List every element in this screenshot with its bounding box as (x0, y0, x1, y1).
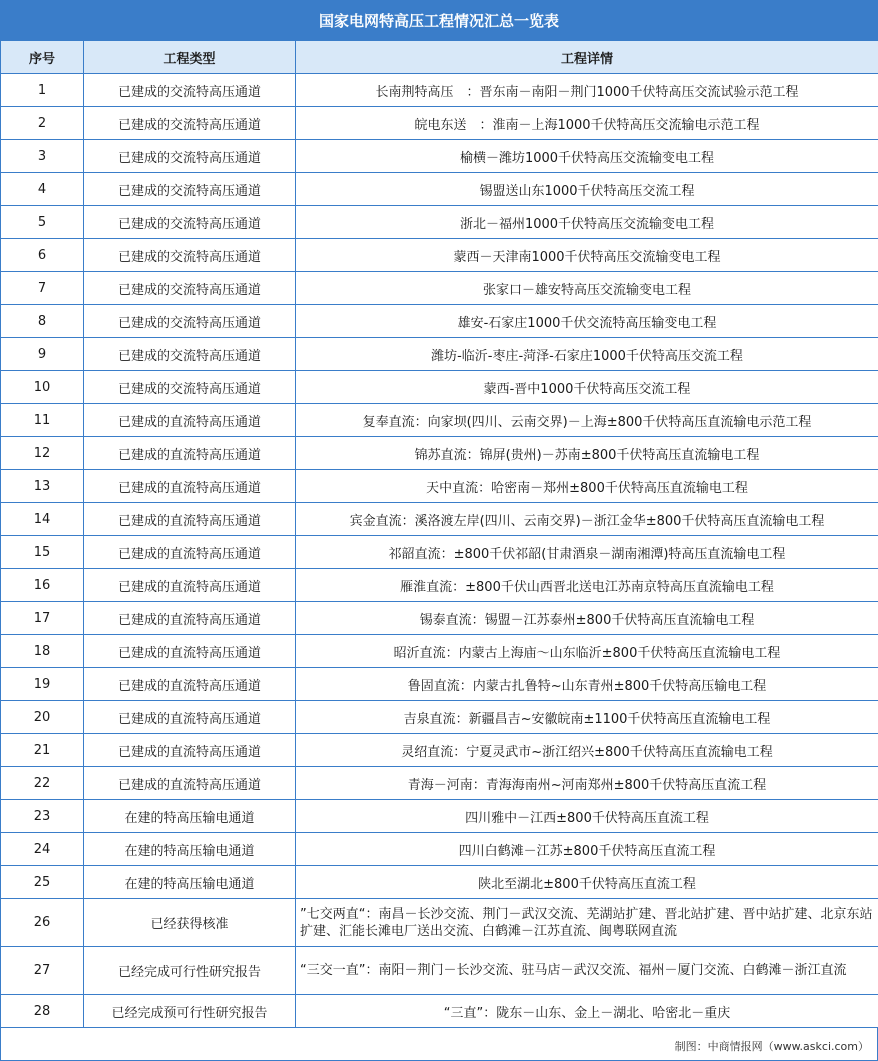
cell-detail: 锦苏直流：锦屏(贵州)－苏南±800千伏特高压直流输电工程 (296, 437, 878, 470)
table-row (1, 503, 878, 536)
table-row (1, 173, 878, 206)
cell-type: 已建成的直流特高压通道 (84, 767, 296, 800)
table-row (1, 272, 878, 305)
table-title: 国家电网特高压工程情况汇总一览表 (0, 0, 878, 40)
cell-no: 19 (1, 668, 84, 701)
cell-detail: 锡盟送山东1000千伏特高压交流工程 (296, 173, 878, 206)
cell-detail: 锡泰直流：锡盟－江苏泰州±800千伏特高压直流输电工程 (296, 602, 878, 635)
cell-detail: 鲁固直流：内蒙古扎鲁特~山东青州±800千伏特高压输电工程 (296, 668, 878, 701)
cell-detail: 祁韶直流：±800千伏祁韶(甘肃酒泉－湖南湘潭)特高压直流输电工程 (296, 536, 878, 569)
table-row (1, 404, 878, 437)
table-row (1, 206, 878, 239)
cell-type: 已建成的直流特高压通道 (84, 470, 296, 503)
table-row (1, 899, 878, 947)
cell-no: 1 (1, 74, 84, 107)
cell-type: 已建成的交流特高压通道 (84, 107, 296, 140)
table-row (1, 140, 878, 173)
cell-type: 已经完成可行性研究报告 (84, 947, 296, 995)
cell-no: 12 (1, 437, 84, 470)
cell-type: 已建成的直流特高压通道 (84, 437, 296, 470)
cell-type: 已建成的直流特高压通道 (84, 602, 296, 635)
table-row (1, 107, 878, 140)
cell-type: 已建成的交流特高压通道 (84, 239, 296, 272)
cell-type: 已建成的直流特高压通道 (84, 668, 296, 701)
cell-no: 28 (1, 995, 84, 1028)
header-detail: 工程详情 (296, 41, 878, 74)
cell-type: 在建的特高压输电通道 (84, 866, 296, 899)
cell-no: 20 (1, 701, 84, 734)
table-row (1, 74, 878, 107)
table-row (1, 239, 878, 272)
cell-detail: 蒙西－天津南1000千伏特高压交流输变电工程 (296, 239, 878, 272)
cell-type: 已建成的直流特高压通道 (84, 734, 296, 767)
cell-detail: ”七交两直“：南昌－长沙交流、荆门－武汉交流、芜湖站扩建、晋北站扩建、晋中站扩建、北京东站扩建、汇能长滩电厂送出交流、白鹤滩－江苏直流、闽粤联网直流 (296, 899, 878, 947)
cell-detail: 四川雅中－江西±800千伏特高压直流工程 (296, 800, 878, 833)
cell-no: 8 (1, 305, 84, 338)
table-row (1, 833, 878, 866)
cell-type: 已建成的交流特高压通道 (84, 371, 296, 404)
cell-detail: “三直”：陇东－山东、金上－湖北、哈密北－重庆 (296, 995, 878, 1028)
table-row (1, 338, 878, 371)
cell-no: 6 (1, 239, 84, 272)
table-row (1, 800, 878, 833)
cell-detail: 潍坊-临沂-枣庄-菏泽-石家庄1000千伏特高压交流工程 (296, 338, 878, 371)
cell-no: 14 (1, 503, 84, 536)
cell-detail: “三交一直”：南阳－荆门－长沙交流、驻马店－武汉交流、福州－厦门交流、白鹤滩－浙江直流 (296, 947, 878, 995)
table-row (1, 701, 878, 734)
cell-detail: 浙北－福州1000千伏特高压交流输变电工程 (296, 206, 878, 239)
cell-type: 已建成的直流特高压通道 (84, 569, 296, 602)
table-row (1, 947, 878, 995)
cell-no: 13 (1, 470, 84, 503)
cell-no: 23 (1, 800, 84, 833)
cell-detail: 张家口－雄安特高压交流输变电工程 (296, 272, 878, 305)
table-row (1, 635, 878, 668)
table-row (1, 767, 878, 800)
cell-type: 已建成的直流特高压通道 (84, 635, 296, 668)
cell-type: 已建成的直流特高压通道 (84, 503, 296, 536)
cell-detail: 蒙西-晋中1000千伏特高压交流工程 (296, 371, 878, 404)
cell-type: 已建成的交流特高压通道 (84, 206, 296, 239)
table-row (1, 305, 878, 338)
cell-detail: 陕北至湖北±800千伏特高压直流工程 (296, 866, 878, 899)
cell-type: 在建的特高压输电通道 (84, 800, 296, 833)
cell-type: 已经获得核准 (84, 899, 296, 947)
cell-no: 25 (1, 866, 84, 899)
cell-type: 已经完成预可行性研究报告 (84, 995, 296, 1028)
cell-no: 16 (1, 569, 84, 602)
cell-no: 21 (1, 734, 84, 767)
cell-detail: 复奉直流：向家坝(四川、云南交界)－上海±800千伏特高压直流输电示范工程 (296, 404, 878, 437)
cell-no: 18 (1, 635, 84, 668)
cell-detail: 青海－河南：青海海南州~河南郑州±800千伏特高压直流工程 (296, 767, 878, 800)
table-row (1, 470, 878, 503)
cell-type: 已建成的交流特高压通道 (84, 74, 296, 107)
cell-no: 17 (1, 602, 84, 635)
cell-detail: 榆横－潍坊1000千伏特高压交流输变电工程 (296, 140, 878, 173)
cell-type: 已建成的交流特高压通道 (84, 272, 296, 305)
cell-no: 26 (1, 899, 84, 947)
cell-type: 已建成的直流特高压通道 (84, 536, 296, 569)
cell-detail: 天中直流：哈密南－郑州±800千伏特高压直流输电工程 (296, 470, 878, 503)
table-row (1, 371, 878, 404)
cell-detail: 宾金直流：溪洛渡左岸(四川、云南交界)－浙江金华±800千伏特高压直流输电工程 (296, 503, 878, 536)
cell-no: 4 (1, 173, 84, 206)
cell-no: 3 (1, 140, 84, 173)
cell-no: 5 (1, 206, 84, 239)
header-type: 工程类型 (84, 41, 296, 74)
cell-no: 9 (1, 338, 84, 371)
cell-detail: 吉泉直流：新疆昌吉~安徽皖南±1100千伏特高压直流输电工程 (296, 701, 878, 734)
project-table (0, 40, 878, 1028)
cell-no: 27 (1, 947, 84, 995)
cell-type: 已建成的直流特高压通道 (84, 404, 296, 437)
table-body (1, 74, 878, 1028)
cell-detail: 雁淮直流：±800千伏山西晋北送电江苏南京特高压直流输电工程 (296, 569, 878, 602)
cell-type: 已建成的交流特高压通道 (84, 173, 296, 206)
table-row (1, 569, 878, 602)
cell-type: 在建的特高压输电通道 (84, 833, 296, 866)
cell-no: 11 (1, 404, 84, 437)
cell-no: 2 (1, 107, 84, 140)
table-row (1, 734, 878, 767)
table-row (1, 602, 878, 635)
cell-no: 24 (1, 833, 84, 866)
cell-type: 已建成的交流特高压通道 (84, 305, 296, 338)
cell-detail: 雄安-石家庄1000千伏交流特高压输变电工程 (296, 305, 878, 338)
cell-detail: 皖电东送 ：淮南－上海1000千伏特高压交流输电示范工程 (296, 107, 878, 140)
cell-no: 10 (1, 371, 84, 404)
header-row (1, 41, 878, 74)
table-row (1, 536, 878, 569)
cell-no: 22 (1, 767, 84, 800)
source-credit: 制图：中商情报网（www.askci.com） (674, 1040, 869, 1053)
cell-type: 已建成的交流特高压通道 (84, 338, 296, 371)
table-row (1, 668, 878, 701)
table-row (1, 437, 878, 470)
cell-type: 已建成的交流特高压通道 (84, 140, 296, 173)
table-footer (0, 1028, 878, 1061)
cell-type: 已建成的直流特高压通道 (84, 701, 296, 734)
header-no: 序号 (1, 41, 84, 74)
cell-no: 15 (1, 536, 84, 569)
table-row (1, 866, 878, 899)
cell-detail: 灵绍直流：宁夏灵武市~浙江绍兴±800千伏特高压直流输电工程 (296, 734, 878, 767)
cell-no: 7 (1, 272, 84, 305)
cell-detail: 长南荆特高压 ：晋东南－南阳－荆门1000千伏特高压交流试验示范工程 (296, 74, 878, 107)
cell-detail: 四川白鹤滩－江苏±800千伏特高压直流工程 (296, 833, 878, 866)
table-row (1, 995, 878, 1028)
cell-detail: 昭沂直流：内蒙古上海庙～山东临沂±800千伏特高压直流输电工程 (296, 635, 878, 668)
